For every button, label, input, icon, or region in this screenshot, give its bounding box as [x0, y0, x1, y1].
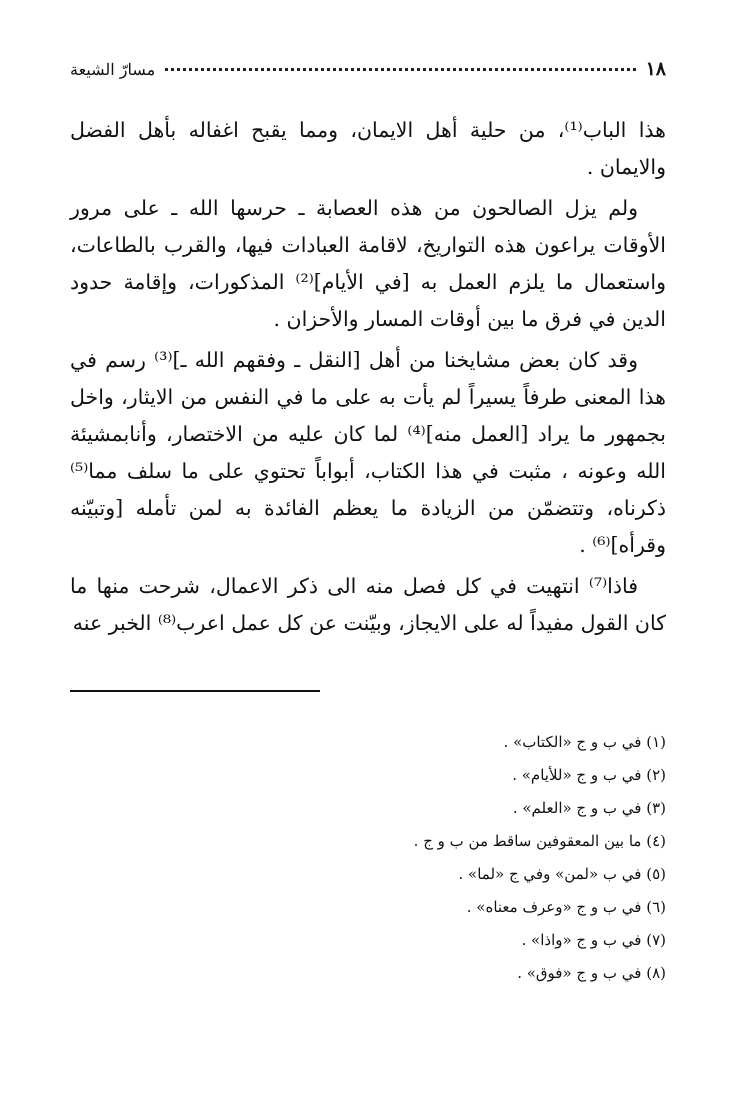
footnote: (٨) في ب و ج «فوق» . — [517, 964, 666, 982]
footnotes-list — [70, 726, 666, 990]
main-text — [70, 112, 666, 642]
footnote: (٦) في ب و ج «وعرف معناه» . — [466, 898, 666, 916]
footnote: (١) في ب و ج «الكتاب» . — [503, 733, 666, 751]
page-number: ١٨ — [645, 58, 666, 80]
footnote: (٥) في ب «لمن» وفي ج «لما» . — [458, 865, 666, 883]
footnote: (٢) في ب و ج «للأيام» . — [512, 766, 666, 784]
footnote: (٤) ما بين المعقوفين ساقط من ب و ج . — [413, 832, 666, 850]
paragraph: هذا الباب⁽¹⁾، من حلية أهل الايمان، ومما يقبح اغفاله بأهل الفضل والايمان . — [70, 118, 666, 179]
footnote: (٧) في ب و ج «واذا» . — [521, 931, 666, 949]
paragraph: وقد كان بعض مشايخنا من أهل [النقل ـ وفقهم الله ـ]⁽³⁾ رسم في هذا المعنى طرفاً يسيراً لم يأت به على ما في النفس من الايثار، واخل بجمهور ما يراد [العمل منه]⁽⁴⁾ لما كان عليه من الاختصار، وأنابمشيئة الله وعونه ، مثبت في هذا الكتاب، أبواباً تحتوي على ما سلف مما⁽⁵⁾ ذكرناه، وتتضمّن من الزيادة ما يعظم الفائدة به لمن تأمله [وتبيّنه وقرأه]⁽⁶⁾ . — [70, 348, 666, 557]
header-dotted-leader — [165, 68, 635, 71]
paragraph: فاذا⁽⁷⁾ انتهيت في كل فصل منه الى ذكر الاعمال، شرحت منها ما كان القول مفيداً له على الايجاز، وبيّنت عن كل عمل اعرب⁽⁸⁾ الخبر عنه — [70, 574, 666, 635]
paragraph: ولم يزل الصالحون من هذه العصابة ـ حرسها الله ـ على مرور الأوقات يراعون هذه التواريخ، لاقامة العبادات فيها، والقرب بالطاعات، واستعمال ما يلزم العمل به [في الأيام]⁽²⁾ المذكورات، وإقامة حدود الدين في فرق ما بين أوقات المسار والأحزان . — [70, 196, 666, 331]
footnote: (٣) في ب و ج «العلم» . — [512, 799, 666, 817]
book-page — [70, 58, 666, 982]
running-header — [70, 58, 666, 102]
footnote-separator — [70, 690, 320, 692]
book-title: مسارّ الشيعة — [70, 60, 156, 79]
